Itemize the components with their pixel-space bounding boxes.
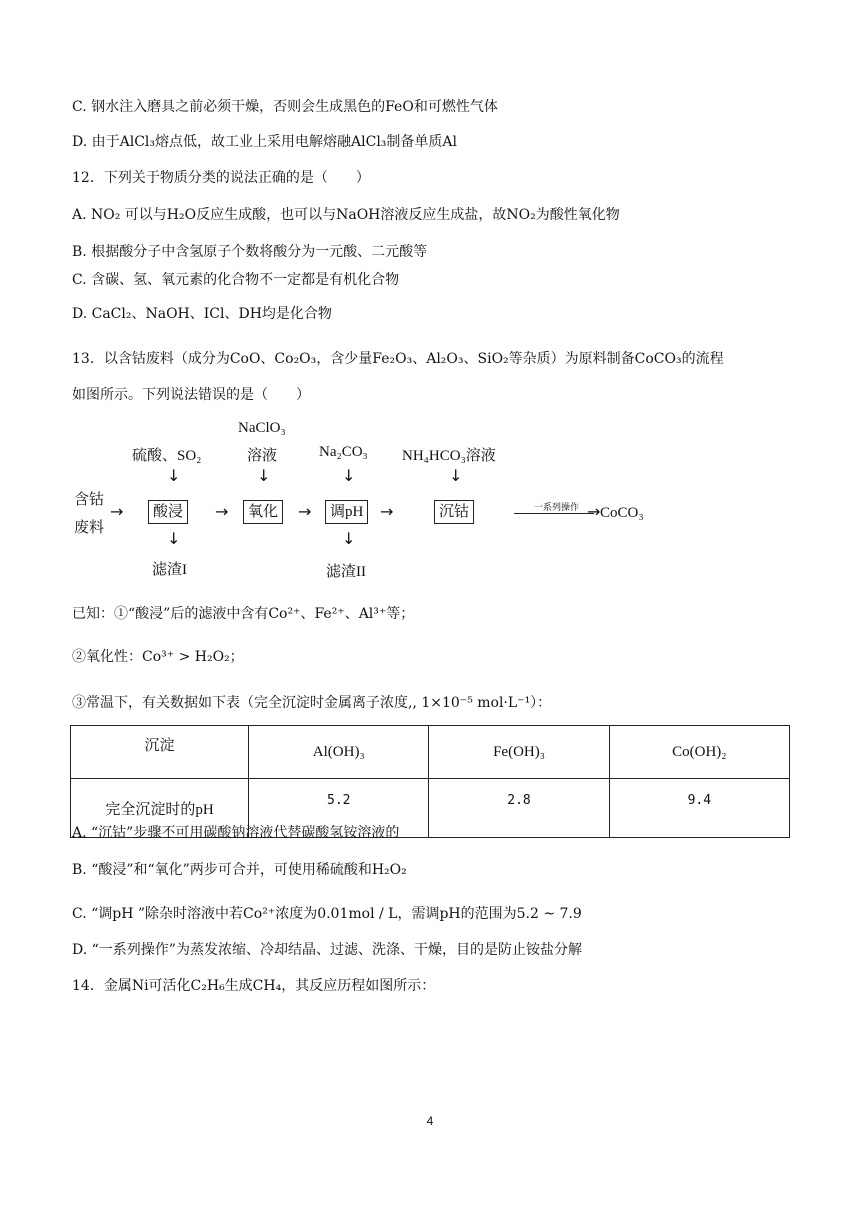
known-condition-3: ③常温下，有关数据如下表（完全沉淀时金属离子浓度,, 1×10⁻⁵ mol·L⁻¹）： — [72, 695, 552, 711]
reagent-2-bottom: 溶液 — [247, 448, 278, 464]
down-arrow-icon: ↓ — [167, 466, 181, 485]
start-material-bottom: 废料 — [74, 520, 105, 536]
residue-2: 滤渣II — [326, 564, 366, 580]
line-d-option: D. 由于AlCl₃熔点低，故工业上采用电解熔融AlCl₃制备单质Al — [72, 134, 457, 150]
table-cell: Co(OH)₂ — [609, 726, 789, 779]
question-12-option-d: D. CaCl₂、NaOH、ICl、DH均是化合物 — [72, 306, 332, 322]
question-12-option-c: C. 含碳、氢、氧元素的化合物不一定都是有机化合物 — [72, 272, 400, 288]
reagent-1: 硫酸、SO₂ — [132, 448, 202, 464]
table-cell: 2.8 — [429, 779, 609, 838]
series-operation-label: 一系列操作 — [534, 502, 580, 512]
table-cell: 沉淀 — [71, 726, 249, 779]
long-arrow-line — [514, 513, 594, 514]
table-cell: Al(OH)₃ — [249, 726, 429, 779]
down-arrow-icon: ↓ — [257, 466, 271, 485]
page-number: 4 — [426, 1114, 434, 1128]
precipitation-ph-table — [70, 725, 790, 838]
question-13-line2: 如图所示。下列说法错误的是（ ） — [72, 387, 310, 403]
table-cell: 完全沉淀时的pH — [71, 779, 249, 838]
process-flow-diagram — [72, 412, 644, 587]
reagent-2-top: NaClO₃ — [238, 420, 286, 436]
question-13-line1: 13．以含钴废料（成分为CoO、Co₂O₃，含少量Fe₂O₃、Al₂O₃、SiO₂等杂质）为原料制备CoCO₃的流程 — [72, 351, 724, 367]
down-arrow-icon: ↓ — [449, 466, 463, 485]
down-arrow-icon: ↓ — [167, 529, 181, 548]
question-12-option-b: B. 根据酸分子中含氢原子个数将酸分为一元酸、二元酸等 — [72, 244, 428, 260]
step-cobalt-precipitation: 沉钴 — [434, 500, 474, 524]
question-12: 12．下列关于物质分类的说法正确的是（ ） — [72, 170, 370, 186]
step-acid-leach: 酸浸 — [148, 500, 188, 524]
known-condition-2: ②氧化性：Co³⁺ > H₂O₂； — [72, 649, 244, 665]
known-condition-1: 已知：①“酸浸”后的滤液中含有Co²⁺、Fe²⁺、Al³⁺等； — [72, 606, 415, 622]
right-arrow-icon: → — [587, 502, 601, 521]
right-arrow-icon: → — [215, 502, 229, 521]
residue-1: 滤渣I — [152, 562, 187, 578]
table-cell: 9.4 — [609, 779, 789, 838]
question-14: 14．金属Ni可活化C₂H₆生成CH₄，其反应历程如图所示： — [72, 978, 436, 994]
reagent-4: NH₄HCO₃溶液 — [402, 448, 496, 464]
question-13-option-c: C. “调pH ”除杂时溶液中若Co²⁺浓度为0.01mol / L，需调pH的范围为5.2 ~ 7.9 — [72, 906, 582, 922]
line-c-option: C. 钢水注入磨具之前必须干燥，否则会生成黑色的FeO和可燃性气体 — [72, 99, 498, 115]
question-13-option-d: D. “一系列操作”为蒸发浓缩、冷却结晶、过滤、洗涤、干燥，目的是防止铵盐分解 — [72, 942, 582, 958]
right-arrow-icon: → — [298, 502, 312, 521]
question-12-option-a: A. NO₂ 可以与H₂O反应生成酸，也可以与NaOH溶液反应生成盐，故NO₂为酸性氧化物 — [72, 207, 620, 223]
right-arrow-icon: → — [380, 502, 394, 521]
right-arrow-icon: → — [110, 502, 124, 521]
step-oxidation: 氧化 — [243, 500, 283, 524]
start-material-top: 含钴 — [74, 492, 105, 508]
table-cell: 5.2 — [249, 779, 429, 838]
question-13-option-a: A. “沉钴”步骤不可用碳酸钠溶液代替碳酸氢铵溶液的 — [72, 825, 400, 841]
table-cell: Fe(OH)₃ — [429, 726, 609, 779]
step-adjust-ph: 调pH — [325, 500, 368, 524]
table-header-row — [71, 726, 790, 779]
down-arrow-icon: ↓ — [342, 529, 356, 548]
down-arrow-icon: ↓ — [342, 466, 356, 485]
final-product: CoCO₃ — [600, 505, 644, 521]
question-13-option-b: B. “酸浸”和“氧化”两步可合并，可使用稀硫酸和H₂O₂ — [72, 862, 407, 878]
reagent-3: Na₂CO₃ — [319, 444, 368, 460]
